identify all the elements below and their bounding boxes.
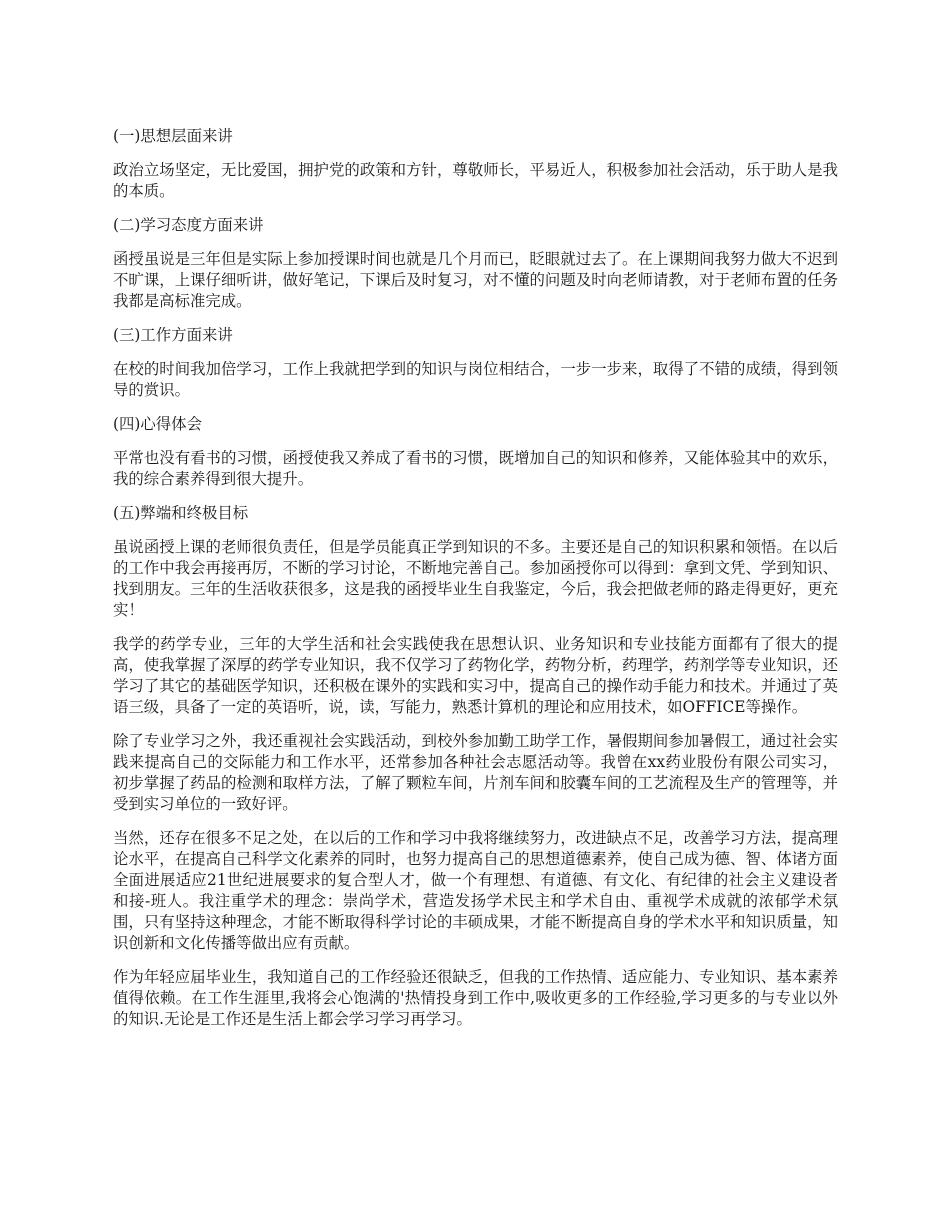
paragraph-study-attitude: 函授虽说是三年但是实际上参加授课时间也就是几个月而已，眨眼就过去了。在上课期间我努力做大不迟到不旷课，上课仔细听讲，做好笔记，下课后及时复习，对不懂的问题及时向老师请教，对于老师布置的任务我都是高标准完成。 <box>113 250 838 310</box>
paragraph-social-practice: 除了专业学习之外，我还重视社会实践活动，到校外参加勤工助学工作，暑假期间参加暑假工，通过社会实践来提高自己的交际能力和工作水平，还常参加各种社会志愿活动等。我曾在xx药业股份有限公司实习，初步掌握了药品的检测和取样方法，了解了颗粒车间，片剂车间和胶囊车间的工艺流程及生产的管理等，并受到实习单位的一致好评。 <box>113 732 838 813</box>
section-heading-3: (三)工作方面来讲 <box>113 326 233 344</box>
paragraph-graduate-outlook: 作为年轻应届毕业生，我知道自己的工作经验还很缺乏，但我的工作热情、适应能力、专业知识、基本素养值得依赖。在工作生涯里,我将会心饱满的'热情投身到工作中,吸收更多的工作经验,学习更多的与专业以外的知识.无论是工作还是生活上都会学习学习再学习。 <box>113 968 838 1028</box>
document-body <box>113 126 838 1043</box>
paragraph-pharmacy-major: 我学的药学专业，三年的大学生活和社会实践使我在思想认识、业务知识和专业技能方面都有了很大的提高，使我掌握了深厚的药学专业知识，我不仅学习了药物化学，药物分析，药理学，药剂学等专业知识，还学习了其它的基础医学知识，还积极在课外的实践和实习中，提高自己的操作动手能力和技术。并通过了英语三级，具备了一定的英语听，说，读，写能力，熟悉计算机的理论和应用技术，如OFFICE等操作。 <box>113 635 838 716</box>
paragraph-shortcomings-goals: 虽说函授上课的老师很负责任，但是学员能真正学到知识的不多。主要还是自己的知识积累和领悟。在以后的工作中我会再接再厉，不断的学习讨论，不断地完善自己。参加函授你可以得到：拿到文凭、学到知识、找到朋友。三年的生活收获很多，这是我的函授毕业生自我鉴定，今后，我会把做老师的路走得更好，更充实！ <box>113 538 838 619</box>
section-heading-4: (四)心得体会 <box>113 415 202 433</box>
paragraph-work: 在校的时间我加倍学习，工作上我就把学到的知识与岗位相结合，一步一步来，取得了不错的成绩，得到领导的赏识。 <box>113 360 838 399</box>
section-heading-2: (二)学习态度方面来讲 <box>113 216 264 234</box>
paragraph-experience: 平常也没有看书的习惯，函授使我又养成了看书的习惯，既增加自己的知识和修养，又能体验其中的欢乐，我的综合素养得到很大提升。 <box>113 449 838 488</box>
paragraph-improvement: 当然，还存在很多不足之处，在以后的工作和学习中我将继续努力，改进缺点不足，改善学习方法，提高理论水平，在提高自己科学文化素养的同时，也努力提高自己的思想道德素养，使自己成为德、智、体诸方面全面进展适应21世纪进展要求的复合型人才，做一个有理想、有道德、有文化、有纪律的社会主义建设者和接-班人。我注重学术的理念：崇尚学术，营造发扬学术民主和学术自由、重视学术成就的浓郁学术氛围，只有坚持这种理念，才能不断取得科学讨论的丰硕成果，才能不断提高自身的学术水平和知识质量，知识创新和文化传播等做出应有贡献。 <box>113 829 838 952</box>
section-heading-1: (一)思想层面来讲 <box>113 127 233 145</box>
paragraph-political-stance: 政治立场坚定，无比爱国，拥护党的政策和方针，尊敬师长，平易近人，积极参加社会活动，乐于助人是我的本质。 <box>113 161 838 200</box>
section-heading-5: (五)弊端和终极目标 <box>113 504 249 522</box>
